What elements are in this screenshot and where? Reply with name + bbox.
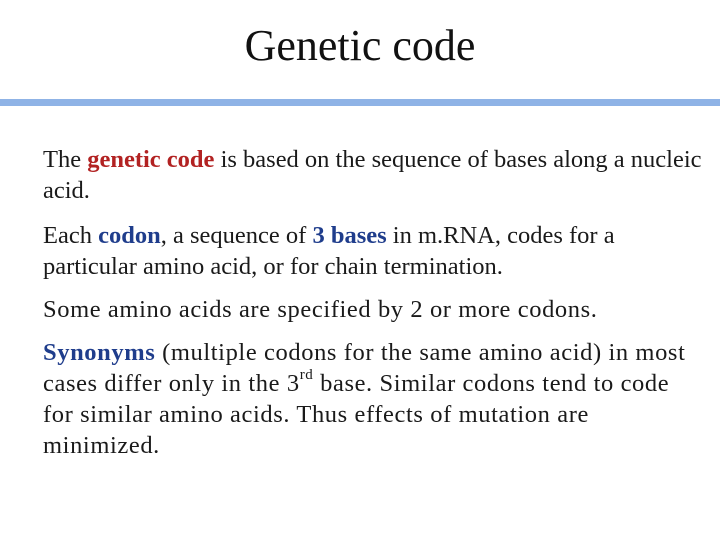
slide-body: [43, 144, 703, 475]
paragraph-text: Some amino acids are specified by 2 or more codons.: [43, 296, 598, 323]
paragraph-text: in m.RNA, codes for a particular amino acid, or for chain termination.: [43, 222, 615, 280]
term-genetic-code: genetic code: [87, 146, 215, 173]
paragraph-amino-acids: [43, 294, 703, 325]
paragraph-text: , a sequence of: [160, 222, 313, 249]
term-codon: codon: [98, 222, 161, 249]
paragraph-text: is based on the sequence of bases along a nucleic acid.: [43, 146, 702, 204]
paragraph-text: (multiple codons for the same amino acid) in most cases differ only in the 3: [43, 339, 686, 397]
superscript-rd: rd: [299, 366, 314, 383]
paragraph-synonyms: [43, 337, 703, 461]
term-3-bases: 3 bases: [312, 222, 387, 249]
slide-title: Genetic code: [244, 21, 476, 70]
term-synonyms: Synonyms: [43, 339, 156, 366]
title-divider: [0, 99, 720, 106]
paragraph-text: The: [43, 146, 88, 173]
paragraph-text: Each: [43, 222, 99, 249]
paragraph-codon: [43, 220, 703, 282]
paragraph-text: base. Similar codons tend to code for similar amino acids. Thus effects of mutation are minimized.: [43, 370, 670, 459]
paragraph-genetic-code: [43, 144, 703, 206]
